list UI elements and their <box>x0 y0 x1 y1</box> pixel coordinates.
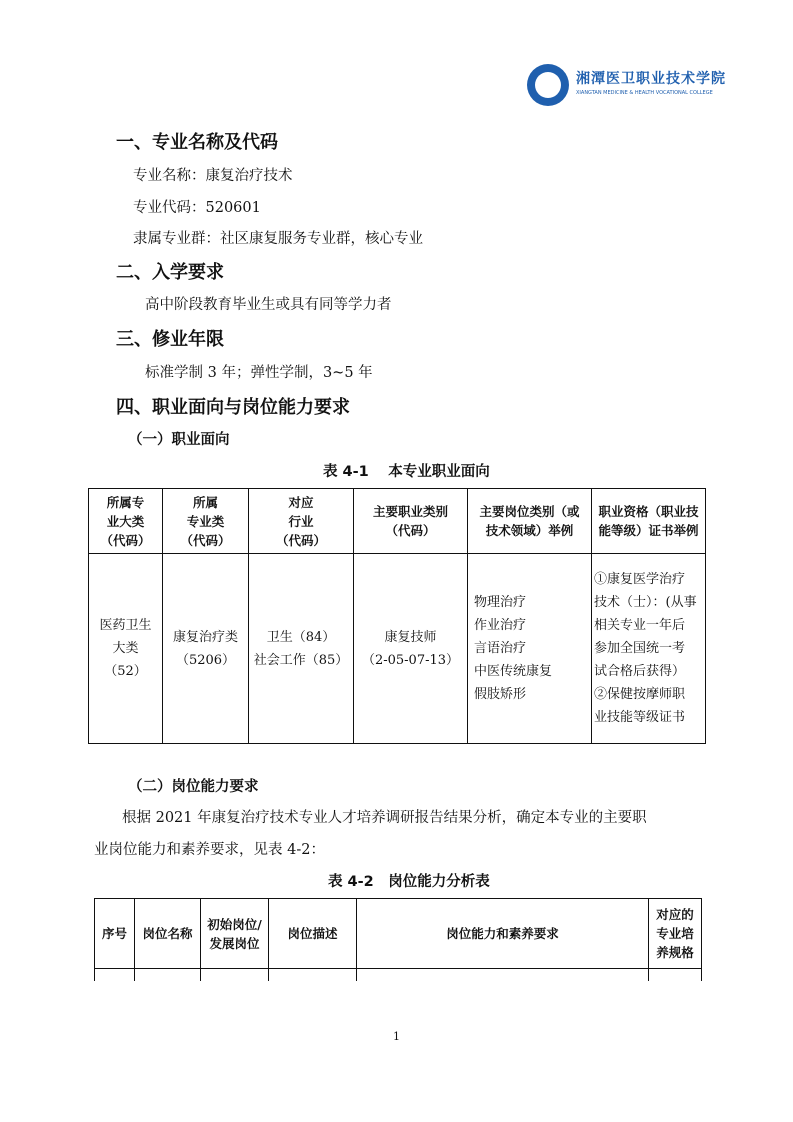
cell-line: （代码） <box>100 532 151 548</box>
cell-line: 医药卫生 <box>99 618 152 633</box>
logo-emblem-icon <box>527 64 569 106</box>
column-header <box>592 489 706 554</box>
table-header-row <box>95 899 702 969</box>
cell-line: （代码） <box>275 532 326 548</box>
cell-line: 职业资格（职业技 <box>598 504 699 519</box>
cell-line: 对应的 <box>656 907 694 922</box>
cell-line: 作业治疗 <box>474 618 527 633</box>
cell-line: 业技能等级证书 <box>594 710 686 725</box>
cell-line: 行业 <box>288 513 314 529</box>
cell-line: 所属 <box>192 494 218 510</box>
cell-line: 康复治疗类 <box>172 629 238 645</box>
table-cell <box>249 554 354 744</box>
table-cell <box>163 554 249 744</box>
table1-caption: 表 4-1 本专业职业面向 <box>323 464 490 480</box>
table2-caption: 表 4-2 岗位能力分析表 <box>328 874 490 890</box>
table-cell <box>354 554 468 744</box>
duration-text: 标准学制 3 年；弹性学制，3~5 年 <box>145 365 373 381</box>
column-header <box>357 899 649 969</box>
cell-line: 康复技师 <box>384 629 437 645</box>
cell-line: 物理治疗 <box>474 595 527 610</box>
table-row <box>89 554 706 744</box>
subsection-1-title: （一）职业面向 <box>128 432 230 448</box>
column-header <box>201 899 269 969</box>
cell-line: 岗位名称 <box>142 926 193 941</box>
cell-line: 岗位描述 <box>287 926 338 941</box>
table-header-row <box>89 489 706 554</box>
column-header <box>249 489 354 554</box>
logo-name-en: XIANGTAN MEDICINE & HEALTH VOCATIONAL COLLEGE <box>576 90 713 96</box>
cell-line: 参加全国统一考 <box>594 641 686 656</box>
cell-line: 初始岗位/ <box>207 916 262 932</box>
cell-line: 言语治疗 <box>474 641 527 656</box>
cell-line: 中医传统康复 <box>474 664 553 679</box>
major-code: 专业代码：520601 <box>133 200 261 216</box>
cell-line: ②保健按摩师职 <box>594 687 686 702</box>
cell-line: 专业类 <box>186 513 225 529</box>
table-cell <box>468 554 592 744</box>
subsection-2-title: （二）岗位能力要求 <box>128 779 259 795</box>
column-header <box>269 899 357 969</box>
cell-line: 社会工作（85） <box>253 652 349 668</box>
cell-line: 主要岗位类别（或 <box>479 504 580 519</box>
cell-line: （代码） <box>180 532 231 548</box>
cell-line: 序号 <box>101 926 127 941</box>
cell-line: 所属专 <box>106 494 145 510</box>
section-4-title: 四、职业面向与岗位能力要求 <box>116 397 350 418</box>
position-ability-table <box>94 898 702 981</box>
section-3-title: 三、修业年限 <box>116 329 224 350</box>
table-cell <box>89 554 163 744</box>
cell-line: （代码） <box>385 523 436 538</box>
cell-line: 试合格后获得） <box>594 664 686 679</box>
admission-text: 高中阶段教育毕业生或具有同等学力者 <box>145 297 392 313</box>
section-2-title: 二、入学要求 <box>116 262 224 283</box>
table-cell <box>592 554 706 744</box>
paragraph-line-1: 根据 2021 年康复治疗技术专业人才培养调研报告结果分析，确定本专业的主要职 <box>122 810 647 826</box>
column-header <box>468 489 592 554</box>
cell-line: 专业培 <box>656 926 694 941</box>
major-group: 隶属专业群：社区康复服务专业群，核心专业 <box>133 231 423 247</box>
cell-line: 大类 <box>112 641 139 656</box>
column-header <box>163 489 249 554</box>
column-header <box>649 899 702 969</box>
page-number: 1 <box>393 1030 400 1043</box>
cell-line: 岗位能力和素养要求 <box>446 926 559 941</box>
cell-line: 能等级）证书举例 <box>598 523 699 538</box>
cell-line: ①康复医学治疗 <box>594 572 686 587</box>
occupation-table <box>88 488 706 744</box>
column-header <box>95 899 135 969</box>
cell-line: （5206） <box>175 652 236 668</box>
cell-line: 卫生（84） <box>266 629 336 645</box>
cell-line: 技术领域）举例 <box>485 523 574 538</box>
section-1-title: 一、专业名称及代码 <box>116 132 278 153</box>
cell-line: （52） <box>104 664 147 679</box>
column-header <box>89 489 163 554</box>
cell-line: 假肢矫形 <box>474 687 527 702</box>
cell-line: 技术（士）：(从事 <box>594 595 697 610</box>
cell-line: 对应 <box>288 494 314 510</box>
cell-line: （2-05-07-13） <box>361 652 460 668</box>
cell-line: 发展岗位 <box>209 935 260 951</box>
cell-line: 相关专业一年后 <box>594 618 686 633</box>
column-header <box>354 489 468 554</box>
major-name: 专业名称：康复治疗技术 <box>133 168 293 184</box>
cell-line: 养规格 <box>656 945 694 960</box>
cell-line: 业大类 <box>106 513 145 529</box>
logo-name-cn: 湘潭医卫职业技术学院 <box>576 71 726 87</box>
column-header <box>135 899 201 969</box>
cell-line: 主要职业类别 <box>372 504 448 519</box>
paragraph-line-2: 业岗位能力和素养要求，见表 4-2： <box>94 842 325 858</box>
